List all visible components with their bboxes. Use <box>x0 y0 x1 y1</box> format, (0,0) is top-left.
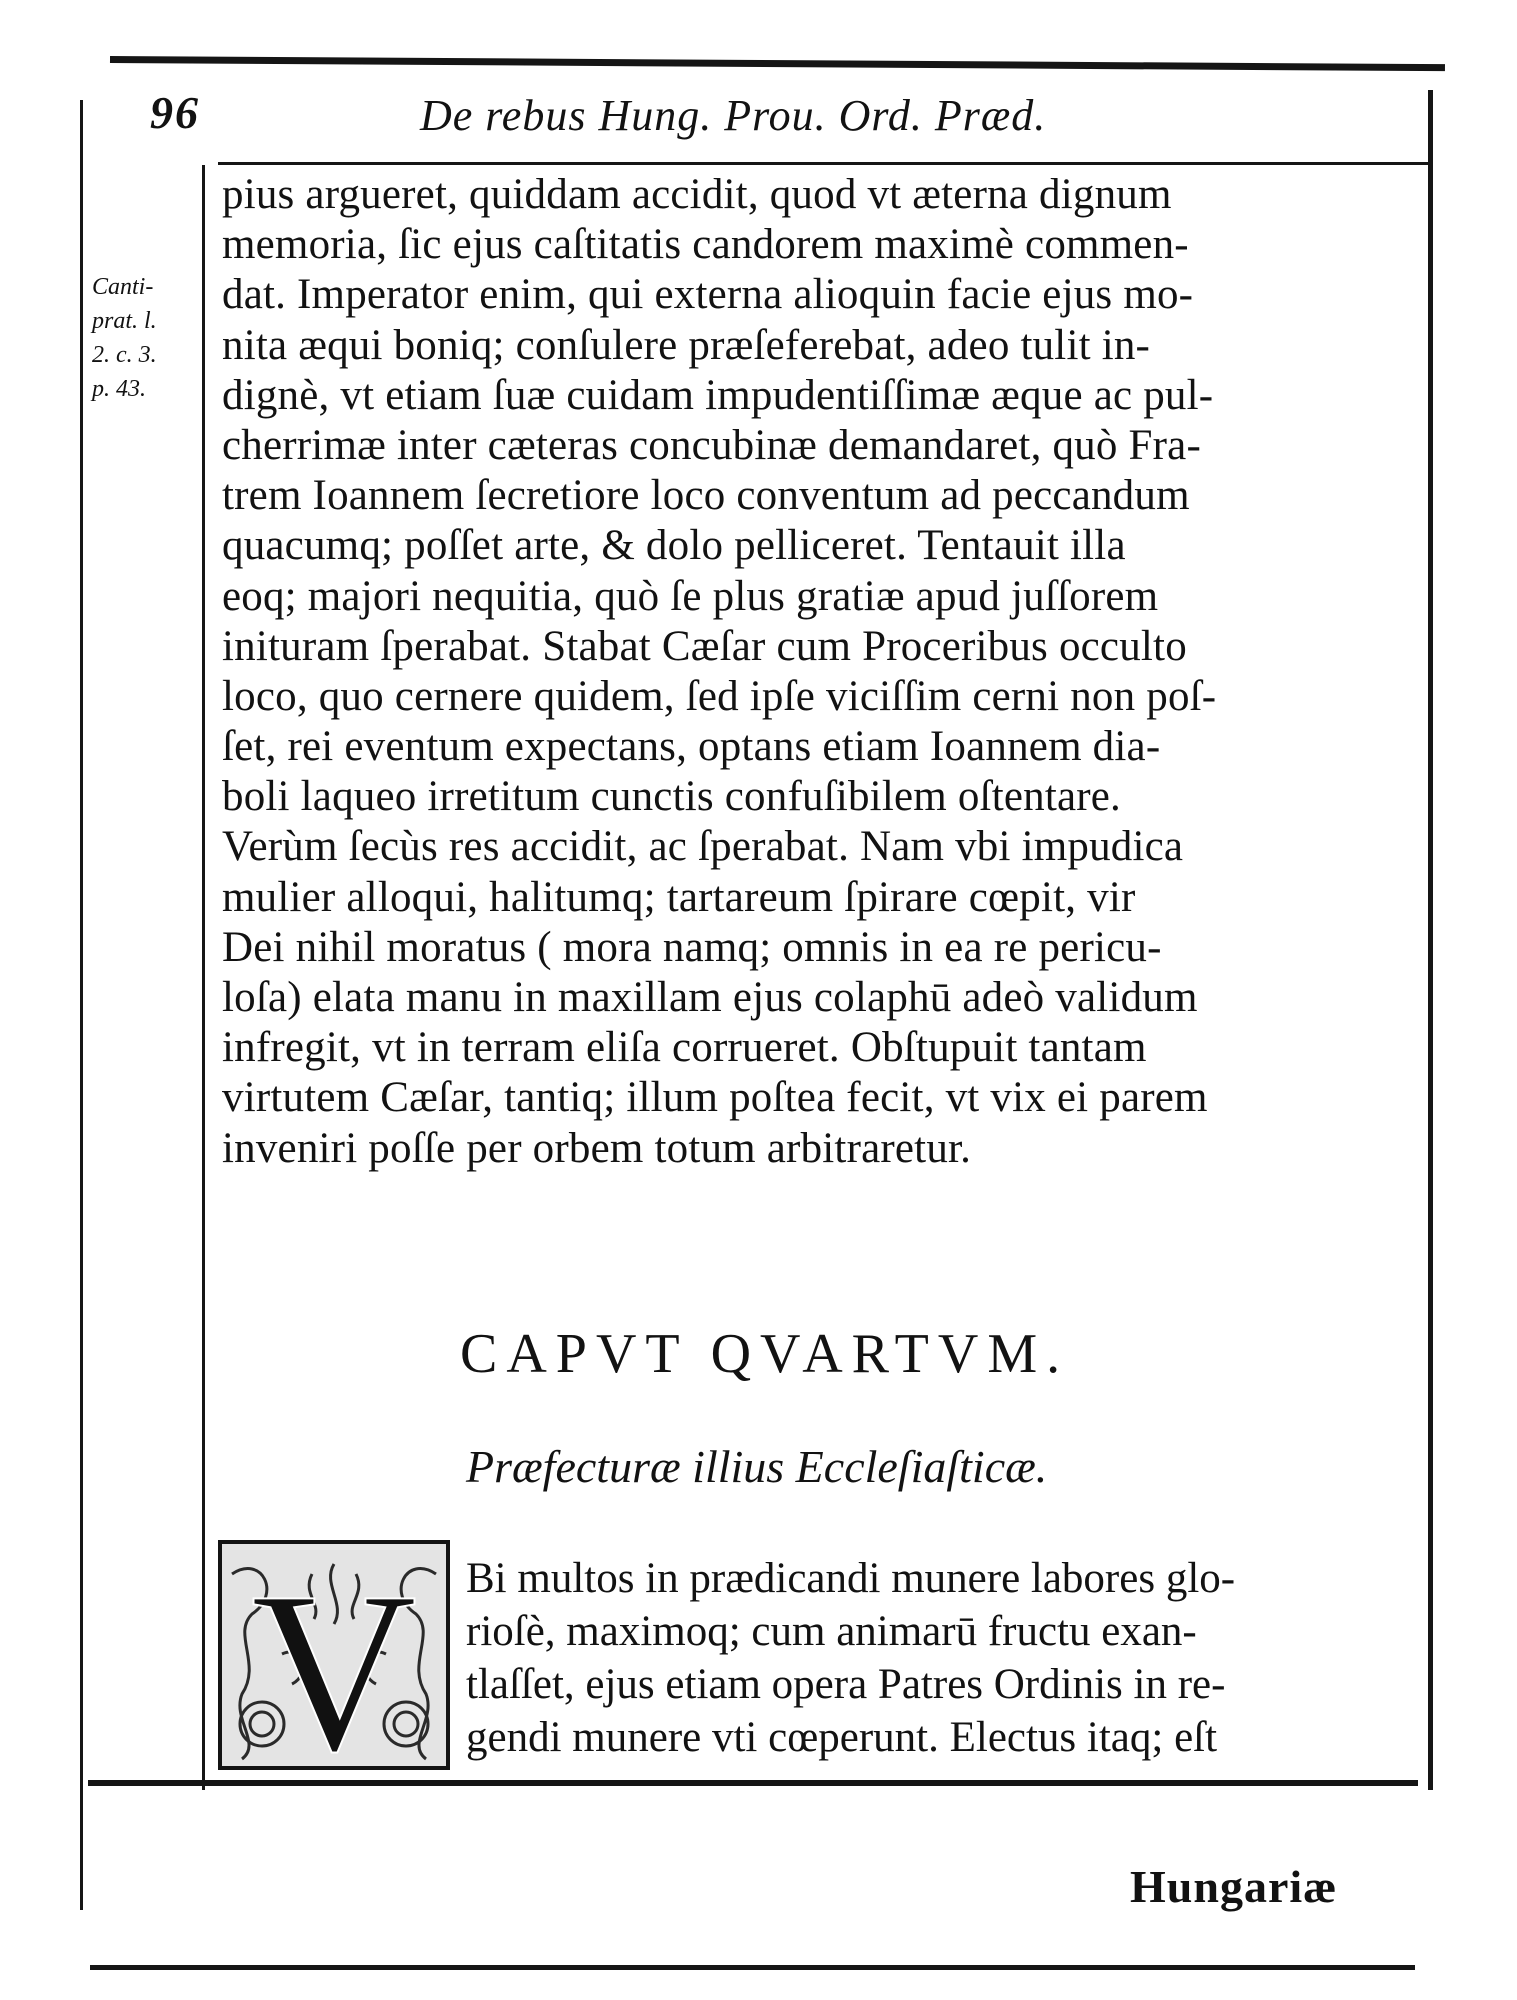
page-number: 96 <box>150 87 200 138</box>
body-text <box>222 170 1422 1174</box>
margin-note-line: prat. l. <box>92 308 157 334</box>
text-line: boli laqueo irretitum cunctis confuſibilem oſtentare. <box>222 773 1122 821</box>
text-line: loſa) elata manu in maxillam ejus colaphū adeò validum <box>222 974 1198 1021</box>
initial-letter: V <box>250 1544 418 1766</box>
text-line: rioſè, maximoq; cum animarū fructu exan- <box>466 1608 1197 1655</box>
chapter-title: CAPVT QVARTVM. <box>460 1323 1070 1385</box>
text-line: tlaſſet, ejus etiam opera Patres Ordinis in re- <box>466 1661 1226 1708</box>
initial-paragraph <box>466 1552 1426 1764</box>
text-line: nita æqui boniq; conſulere præſeferebat, adeo tulit in- <box>222 321 1151 369</box>
margin-divider-rule <box>202 165 205 1790</box>
frame-top-rule <box>110 56 1445 71</box>
text-line: cherrimæ inter cæteras concubinæ demandaret, quò Fra- <box>222 421 1201 469</box>
margin-note-line: Canti- <box>92 274 154 300</box>
text-line: mulier alloqui, halitumq; tartareum ſpirare cœpit, vir <box>222 873 1136 921</box>
text-line: pius argueret, quiddam accidit, quod vt æterna dignum <box>222 171 1172 218</box>
frame-left-rule <box>80 100 83 1910</box>
text-line: inituram ſperabat. Stabat Cæſar cum Proceribus occulto <box>222 622 1187 670</box>
text-line: gendi munere vti cœperunt. Electus itaq; eſt <box>466 1714 1218 1761</box>
text-line: Bi multos in prædicandi munere labores glo- <box>466 1555 1236 1602</box>
text-line: dignè, vt etiam ſuæ cuidam impudentiſſimæ æque ac pul- <box>222 371 1214 419</box>
margin-note-line: 2. c. 3. <box>92 342 157 368</box>
catchword: Hungariæ <box>1130 1861 1338 1912</box>
text-line: dat. Imperator enim, qui externa alioquin facie ejus mo- <box>222 271 1194 319</box>
margin-note-line: p. 43. <box>92 376 146 402</box>
text-line: Dei nihil moratus ( mora namq; omnis in ea re pericu- <box>222 923 1162 971</box>
footer-rule <box>90 1965 1415 1970</box>
text-line: inveniri poſſe per orbem totum arbitraretur. <box>222 1124 972 1172</box>
text-line: memoria, ſic ejus caſtitatis candorem maximè commen- <box>222 221 1189 269</box>
text-line: eoq; majori nequitia, quò ſe plus gratiæ apud juſſorem <box>222 572 1159 620</box>
chapter-subtitle: Præfecturæ illius Eccleſiaſticæ. <box>466 1441 1048 1492</box>
text-line: trem Ioannem ſecretiore loco conventum ad peccandum <box>222 472 1190 520</box>
decorated-initial-icon <box>218 1540 450 1770</box>
text-line: Verùm ſecùs res accidit, ac ſperabat. Nam vbi impudica <box>222 823 1184 871</box>
text-line: infregit, vt in terram eliſa corrueret. Obſtupuit tantam <box>222 1024 1147 1072</box>
frame-bottom-rule <box>88 1780 1418 1786</box>
running-head: De rebus Hung. Prou. Ord. Præd. <box>420 91 1047 140</box>
text-line: ſet, rei eventum expectans, optans etiam Ioannem dia- <box>222 723 1161 771</box>
frame-right-rule <box>1428 90 1433 1790</box>
text-line: virtutem Cæſar, tantiq; illum poſtea fecit, vt vix ei parem <box>222 1074 1208 1122</box>
text-line: loco, quo cernere quidem, ſed ipſe viciſſim cerni non poſ- <box>222 672 1217 720</box>
header-rule <box>218 162 1430 165</box>
margin-note <box>92 270 202 406</box>
text-line: quacumq; poſſet arte, & dolo pelliceret. Tentauit illa <box>222 522 1126 570</box>
